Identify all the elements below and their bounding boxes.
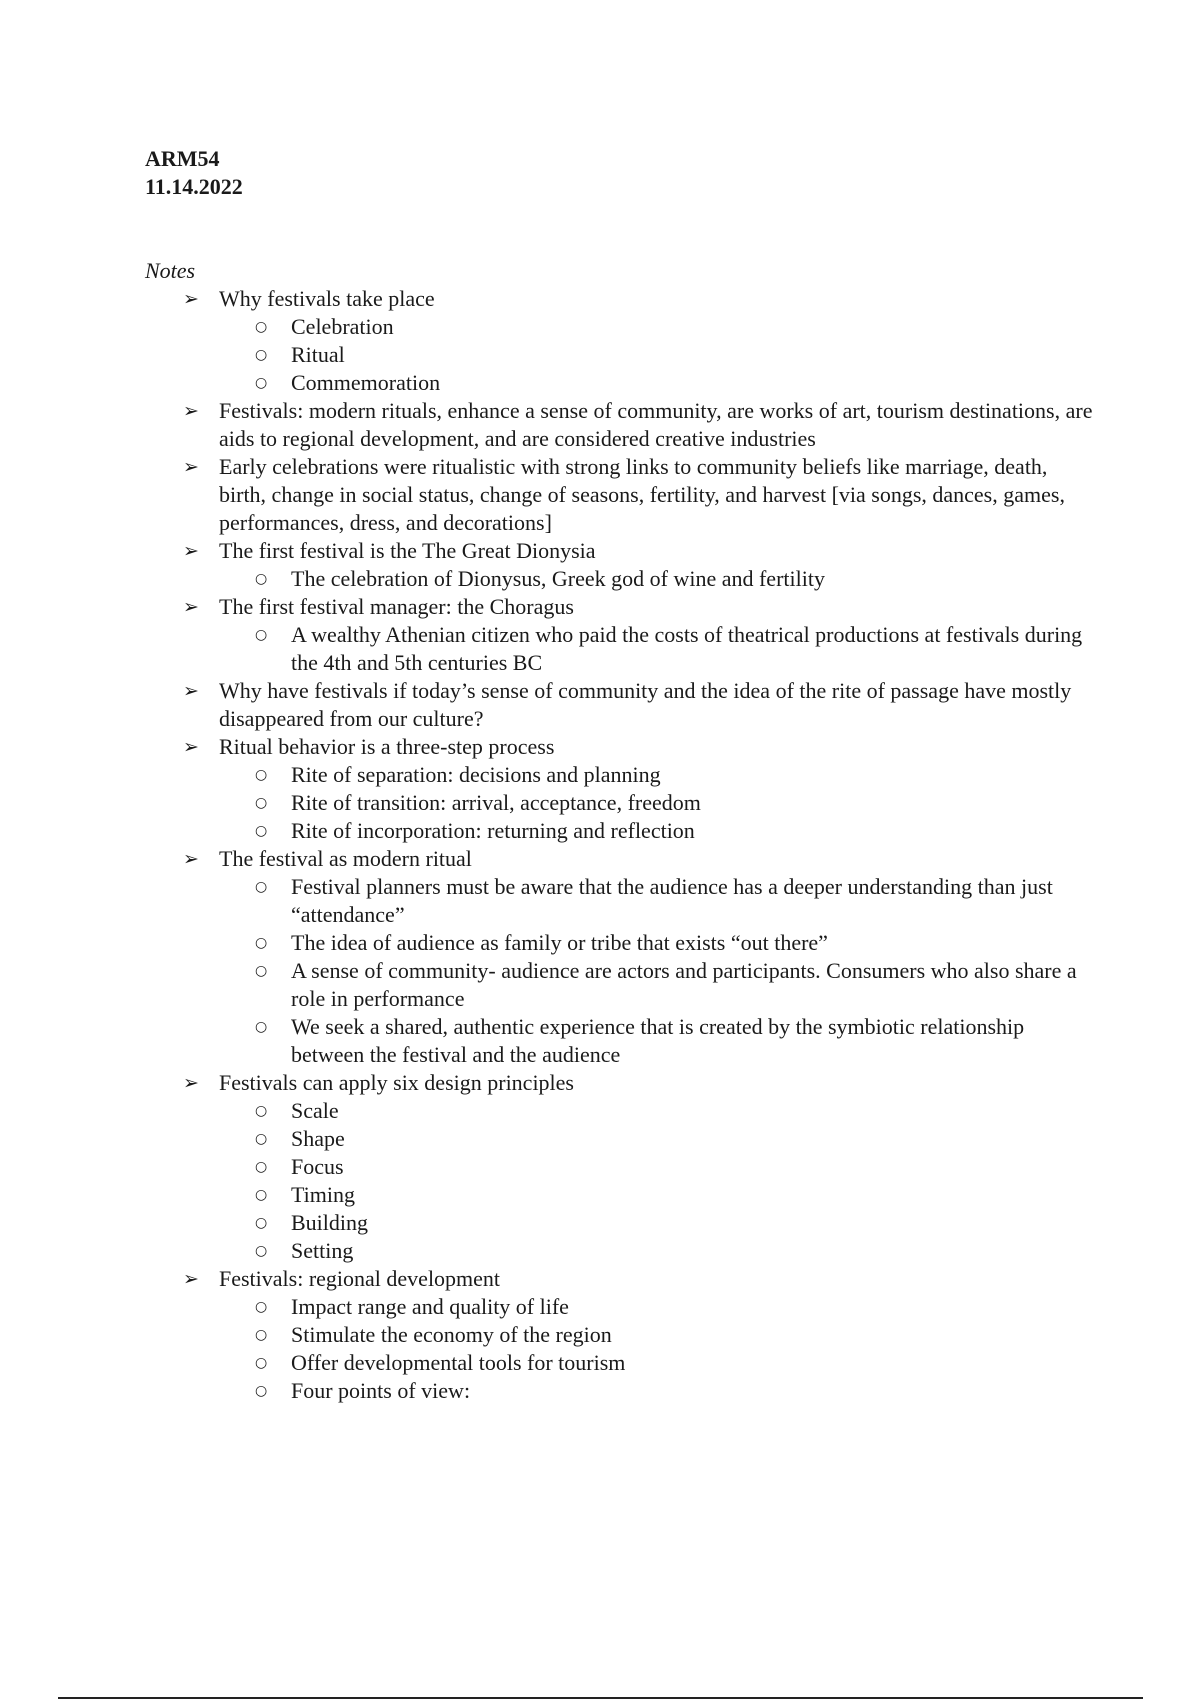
note-sub-text: Setting: [291, 1238, 354, 1263]
circle-bullet-icon: ○: [255, 1103, 268, 1119]
note-sub-item: [255, 369, 1093, 397]
arrow-bullet-icon: ➢: [183, 400, 199, 422]
circle-bullet-icon: ○: [255, 1383, 268, 1399]
document-header: [145, 145, 243, 201]
note-bullet: [183, 397, 1093, 453]
note-sub-text: Commemoration: [291, 370, 441, 395]
note-sub-item: [255, 1125, 1093, 1153]
arrow-bullet-icon: ➢: [183, 680, 199, 702]
note-sub-text: Rite of transition: arrival, acceptance, freedom: [291, 790, 701, 815]
circle-bullet-icon: ○: [255, 1131, 268, 1147]
circle-bullet-icon: ○: [255, 963, 268, 979]
note-bullet-text: The first festival manager: the Choragus: [219, 594, 574, 619]
note-sub-item: [255, 929, 1093, 957]
page-divider: [58, 1697, 1143, 1699]
arrow-bullet-icon: ➢: [183, 848, 199, 870]
arrow-bullet-icon: ➢: [183, 288, 199, 310]
note-sub-item: [255, 761, 1093, 789]
note-sub-text: The idea of audience as family or tribe that exists “out there”: [291, 930, 828, 955]
note-sub-list: [219, 873, 1093, 1069]
arrow-bullet-icon: ➢: [183, 736, 199, 758]
note-bullet: [183, 1265, 1093, 1405]
circle-bullet-icon: ○: [255, 1187, 268, 1203]
note-bullet-text: Festivals can apply six design principles: [219, 1070, 574, 1095]
circle-bullet-icon: ○: [255, 571, 268, 587]
note-sub-text: A sense of community- audience are actors and participants. Consumers who also share a role in performance: [291, 958, 1077, 1011]
note-sub-item: [255, 1321, 1093, 1349]
note-bullet: [183, 593, 1093, 677]
note-sub-list: [219, 1293, 1093, 1405]
note-bullet-text: Early celebrations were ritualistic with strong links to community beliefs like marriage, death, birth, change in social status, change of seasons, fertility, and harvest [via songs, dances, games, performances, dress, and decorations]: [219, 454, 1065, 535]
note-bullet: [183, 285, 1093, 397]
note-sub-list: [219, 621, 1093, 677]
arrow-bullet-icon: ➢: [183, 1072, 199, 1094]
note-bullet-text: Festivals: modern rituals, enhance a sense of community, are works of art, tourism destinations, are aids to regional development, and are considered creative industries: [219, 398, 1093, 451]
note-bullet-text: Ritual behavior is a three-step process: [219, 734, 555, 759]
note-sub-item: [255, 565, 1093, 593]
note-sub-text: Shape: [291, 1126, 345, 1151]
circle-bullet-icon: ○: [255, 627, 268, 643]
arrow-bullet-icon: ➢: [183, 596, 199, 618]
circle-bullet-icon: ○: [255, 375, 268, 391]
circle-bullet-icon: ○: [255, 347, 268, 363]
note-sub-item: [255, 957, 1093, 1013]
note-sub-text: Building: [291, 1210, 369, 1235]
circle-bullet-icon: ○: [255, 823, 268, 839]
note-sub-text: Stimulate the economy of the region: [291, 1322, 612, 1347]
note-sub-item: [255, 1153, 1093, 1181]
note-sub-list: [219, 313, 1093, 397]
note-sub-text: We seek a shared, authentic experience that is created by the symbiotic relationship between the festival and the audience: [291, 1014, 1025, 1067]
note-sub-list: [219, 565, 1093, 593]
note-bullet-text: The festival as modern ritual: [219, 846, 472, 871]
note-sub-item: [255, 1349, 1093, 1377]
note-sub-text: The celebration of Dionysus, Greek god of wine and fertility: [291, 566, 825, 591]
circle-bullet-icon: ○: [255, 935, 268, 951]
circle-bullet-icon: ○: [255, 1327, 268, 1343]
notes-list: [183, 285, 1093, 1405]
note-bullet: [183, 453, 1093, 537]
arrow-bullet-icon: ➢: [183, 456, 199, 478]
note-sub-list: [219, 1097, 1093, 1265]
note-sub-item: [255, 1097, 1093, 1125]
circle-bullet-icon: ○: [255, 1355, 268, 1371]
circle-bullet-icon: ○: [255, 1215, 268, 1231]
circle-bullet-icon: ○: [255, 1243, 268, 1259]
note-sub-text: Celebration: [291, 314, 394, 339]
note-sub-item: [255, 1013, 1093, 1069]
note-sub-item: [255, 873, 1093, 929]
note-sub-item: [255, 789, 1093, 817]
circle-bullet-icon: ○: [255, 795, 268, 811]
note-sub-item: [255, 817, 1093, 845]
circle-bullet-icon: ○: [255, 879, 268, 895]
circle-bullet-icon: ○: [255, 1019, 268, 1035]
note-bullet-text: Why have festivals if today’s sense of community and the idea of the rite of passage have mostly disappeared from our culture?: [219, 678, 1072, 731]
note-bullet-text: The first festival is the The Great Dionysia: [219, 538, 596, 563]
note-sub-text: Focus: [291, 1154, 344, 1179]
note-sub-text: Rite of incorporation: returning and reflection: [291, 818, 695, 843]
note-sub-text: Impact range and quality of life: [291, 1294, 569, 1319]
note-sub-item: [255, 621, 1093, 677]
circle-bullet-icon: ○: [255, 767, 268, 783]
note-bullet: [183, 677, 1093, 733]
note-bullet-text: Festivals: regional development: [219, 1266, 501, 1291]
note-sub-text: Festival planners must be aware that the audience has a deeper understanding than just “attendance”: [291, 874, 1053, 927]
circle-bullet-icon: ○: [255, 1159, 268, 1175]
note-sub-text: Offer developmental tools for tourism: [291, 1350, 626, 1375]
note-sub-text: Four points of view:: [291, 1378, 471, 1403]
notes-heading: Notes: [145, 258, 196, 283]
circle-bullet-icon: ○: [255, 319, 268, 335]
note-sub-item: [255, 341, 1093, 369]
note-sub-item: [255, 1293, 1093, 1321]
course-code: ARM54: [145, 146, 220, 171]
note-sub-text: Scale: [291, 1098, 339, 1123]
note-sub-text: Rite of separation: decisions and planning: [291, 762, 661, 787]
note-sub-text: Ritual: [291, 342, 345, 367]
note-sub-text: A wealthy Athenian citizen who paid the costs of theatrical productions at festivals during the 4th and 5th centuries BC: [291, 622, 1083, 675]
note-bullet: [183, 1069, 1093, 1265]
note-sub-item: [255, 313, 1093, 341]
arrow-bullet-icon: ➢: [183, 1268, 199, 1290]
note-bullet-text: Why festivals take place: [219, 286, 435, 311]
note-bullet: [183, 845, 1093, 1069]
circle-bullet-icon: ○: [255, 1299, 268, 1315]
note-sub-item: [255, 1209, 1093, 1237]
note-sub-item: [255, 1181, 1093, 1209]
note-sub-item: [255, 1377, 1093, 1405]
note-bullet: [183, 537, 1093, 593]
note-sub-text: Timing: [291, 1182, 356, 1207]
note-sub-item: [255, 1237, 1093, 1265]
note-bullet: [183, 733, 1093, 845]
note-sub-list: [219, 761, 1093, 845]
document-date: 11.14.2022: [145, 174, 243, 199]
arrow-bullet-icon: ➢: [183, 540, 199, 562]
